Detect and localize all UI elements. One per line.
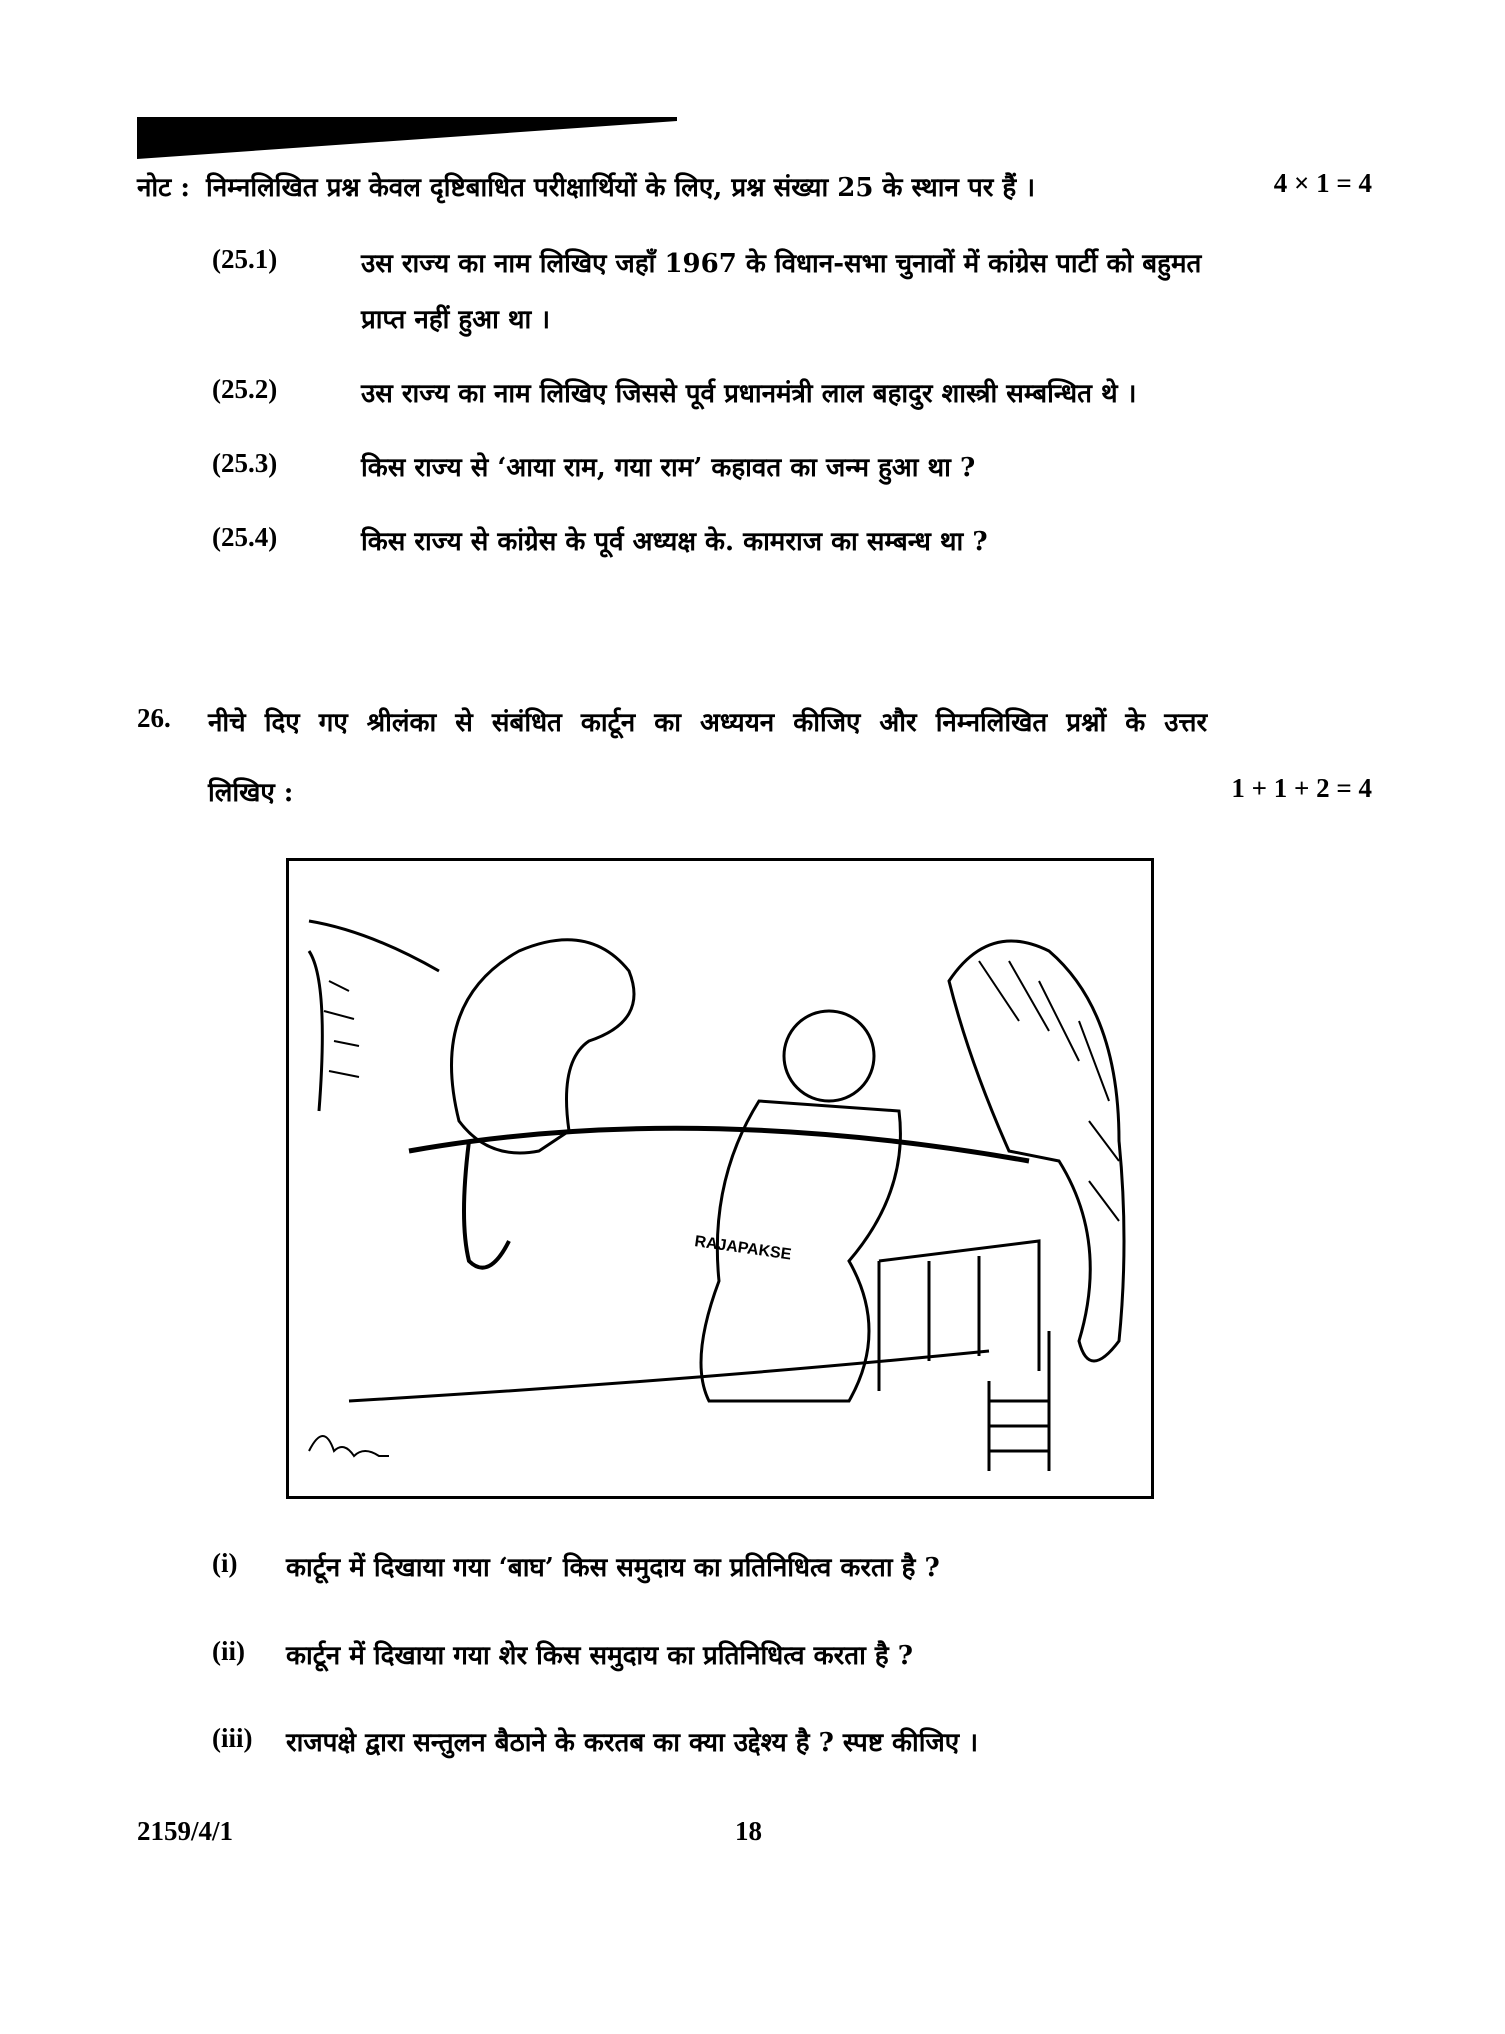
q26-text-cont: लिखिए : xyxy=(208,778,294,808)
q25-1-number: (25.1) xyxy=(212,244,278,274)
q25-1-text: उस राज्य का नाम लिखिए जहाँ 1967 के विधान-सभा चुनावों में कांग्रेस पार्टी को बहुमत xyxy=(361,249,1202,279)
note-label: नोट : xyxy=(137,173,190,203)
balance-pole xyxy=(409,1128,1029,1161)
note-marks: 4 × 1 = 4 xyxy=(1273,168,1372,198)
lion xyxy=(452,940,635,1153)
tightrope xyxy=(349,1351,989,1401)
q26-number: 26. xyxy=(137,703,171,733)
q25-2-number: (25.2) xyxy=(212,374,278,404)
page-number: 18 xyxy=(735,1816,762,1846)
q26-text: नीचे दिए गए श्रीलंका से संबंधित कार्टून का अध्ययन कीजिए और निम्नलिखित प्रश्नों के उत्तर xyxy=(208,708,1208,738)
q26-i-text: कार्टून में दिखाया गया ‘बाघ’ किस समुदाय का प्रतिनिधित्व करता है ? xyxy=(286,1553,940,1583)
man-head xyxy=(784,1011,874,1101)
q26-iii-number: (iii) xyxy=(212,1723,253,1753)
paper-code: 2159/4/1 xyxy=(137,1816,234,1846)
q26-iii-text: राजपक्षे द्वारा सन्तुलन बैठाने के करतब का क्या उद्देश्य है ? स्पष्ट कीजिए । xyxy=(286,1728,979,1758)
q25-3-text: किस राज्य से ‘आया राम, गया राम’ कहावत का जन्म हुआ था ? xyxy=(361,453,976,483)
cartoon-image xyxy=(286,858,1154,1499)
q26-i-number: (i) xyxy=(212,1548,238,1578)
cliff-line xyxy=(309,921,439,971)
q26-ii-number: (ii) xyxy=(212,1636,245,1666)
artist-signature xyxy=(309,1436,389,1456)
q25-2-text: उस राज्य का नाम लिखिए जिससे पूर्व प्रधानमंत्री लाल बहादुर शास्त्री सम्बन्धित थे । xyxy=(361,379,1137,409)
q25-4-text: किस राज्य से कांग्रेस के पूर्व अध्यक्ष के. कामराज का सम्बन्ध था ? xyxy=(361,527,988,557)
q25-4-number: (25.4) xyxy=(212,522,278,552)
note-text: निम्नलिखित प्रश्न केवल दृष्टिबाधित परीक्षार्थियों के लिए, प्रश्न संख्या 25 के स्थान पर हैं । xyxy=(206,173,1036,203)
chair xyxy=(879,1241,1039,1391)
cartoon-drawing xyxy=(289,861,1151,1496)
q26-marks: 1 + 1 + 2 = 4 xyxy=(1231,773,1372,803)
cartoon-label: RAJAPAKSE xyxy=(693,1233,793,1264)
q25-1-text-cont: प्राप्त नहीं हुआ था । xyxy=(361,305,551,335)
redaction-bar xyxy=(137,117,677,159)
q26-ii-text: कार्टून में दिखाया गया शेर किस समुदाय का प्रतिनिधित्व करता है ? xyxy=(286,1641,913,1671)
q25-3-number: (25.3) xyxy=(212,448,278,478)
lion-tail xyxy=(464,1141,509,1268)
